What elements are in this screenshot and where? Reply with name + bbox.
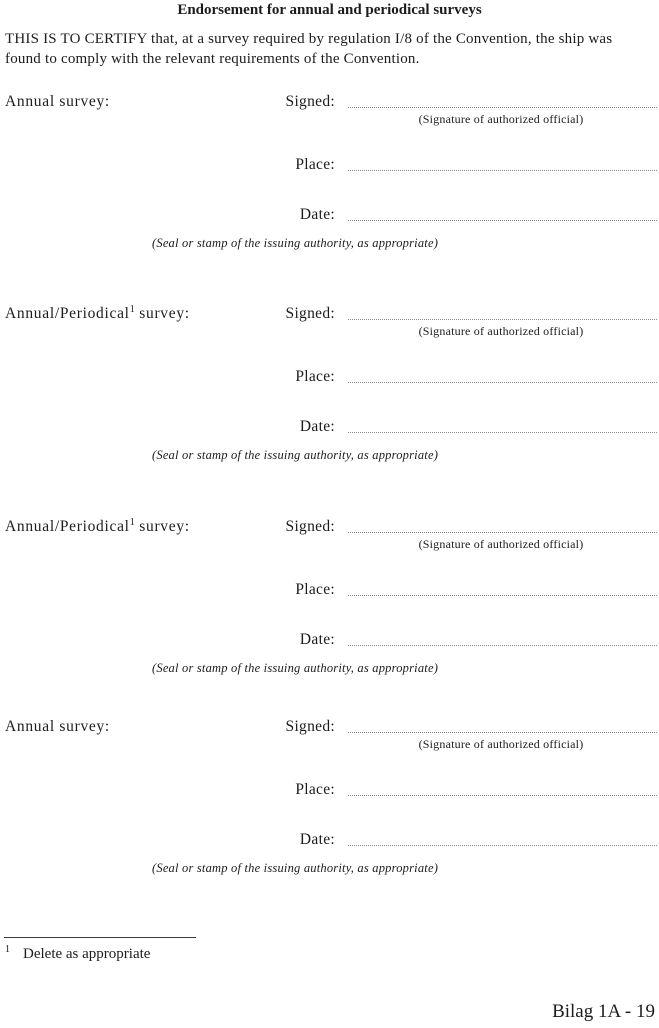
- signed-line: [348, 532, 657, 533]
- date-line: [348, 220, 657, 221]
- signed-line: [348, 732, 657, 733]
- signed-label: Signed:: [285, 718, 335, 735]
- date-label: Date:: [299, 631, 335, 648]
- place-line: [348, 795, 657, 796]
- place-line: [348, 595, 657, 596]
- footnote-marker: 1: [5, 944, 10, 955]
- certification-paragraph: THIS IS TO CERTIFY that, at a survey required by regulation I/8 of the Convention, the ship was found to comply with the relevant requirements of the Convention.: [5, 31, 613, 67]
- date-label: Date:: [299, 831, 335, 848]
- signed-label: Signed:: [285, 93, 335, 110]
- signed-label: Signed:: [285, 518, 335, 535]
- signed-line: [348, 107, 657, 108]
- survey-type-label: Annual survey:: [5, 718, 110, 735]
- survey-section-annual-periodical-2: [0, 516, 659, 676]
- date-line: [348, 645, 657, 646]
- seal-caption: (Seal or stamp of the issuing authority, as appropriate): [152, 661, 439, 675]
- place-line: [348, 382, 657, 383]
- survey-type-label: Annual/Periodical$^1$ survey:: [5, 303, 190, 322]
- date-line: [348, 845, 657, 846]
- signature-caption: (Signature of authorized official): [418, 737, 584, 751]
- place-line: [348, 170, 657, 171]
- footnote-reference: 1: [129, 303, 135, 315]
- date-label: Date:: [299, 206, 335, 223]
- survey-type-label: Annual/Periodical$^1$ survey:: [5, 516, 190, 535]
- signature-caption: (Signature of authorized official): [418, 324, 584, 338]
- signature-caption: (Signature of authorized official): [418, 537, 584, 551]
- seal-caption: (Seal or stamp of the issuing authority, as appropriate): [152, 448, 439, 462]
- page-number: Bilag 1A - 19: [552, 1001, 655, 1022]
- survey-section-annual-periodical-1: [0, 303, 659, 463]
- place-label: Place:: [295, 781, 335, 798]
- seal-caption: (Seal or stamp of the issuing authority, as appropriate): [152, 236, 439, 250]
- footnote-text: Delete as appropriate: [23, 946, 151, 962]
- signature-caption: (Signature of authorized official): [418, 112, 584, 126]
- survey-section-annual-2: [0, 716, 659, 876]
- footnote-reference: 1: [129, 516, 135, 528]
- survey-type-label: Annual survey:: [5, 93, 110, 110]
- footnote: [5, 941, 150, 963]
- place-label: Place:: [295, 368, 335, 385]
- date-label: Date:: [299, 418, 335, 435]
- seal-caption: (Seal or stamp of the issuing authority, as appropriate): [152, 861, 439, 875]
- signed-line: [348, 319, 657, 320]
- signed-label: Signed:: [285, 305, 335, 322]
- place-label: Place:: [295, 581, 335, 598]
- date-line: [348, 432, 657, 433]
- page-title: Endorsement for annual and periodical surveys: [177, 2, 482, 18]
- survey-section-annual-1: [0, 91, 659, 251]
- place-label: Place:: [295, 156, 335, 173]
- footnote-divider: [4, 937, 196, 938]
